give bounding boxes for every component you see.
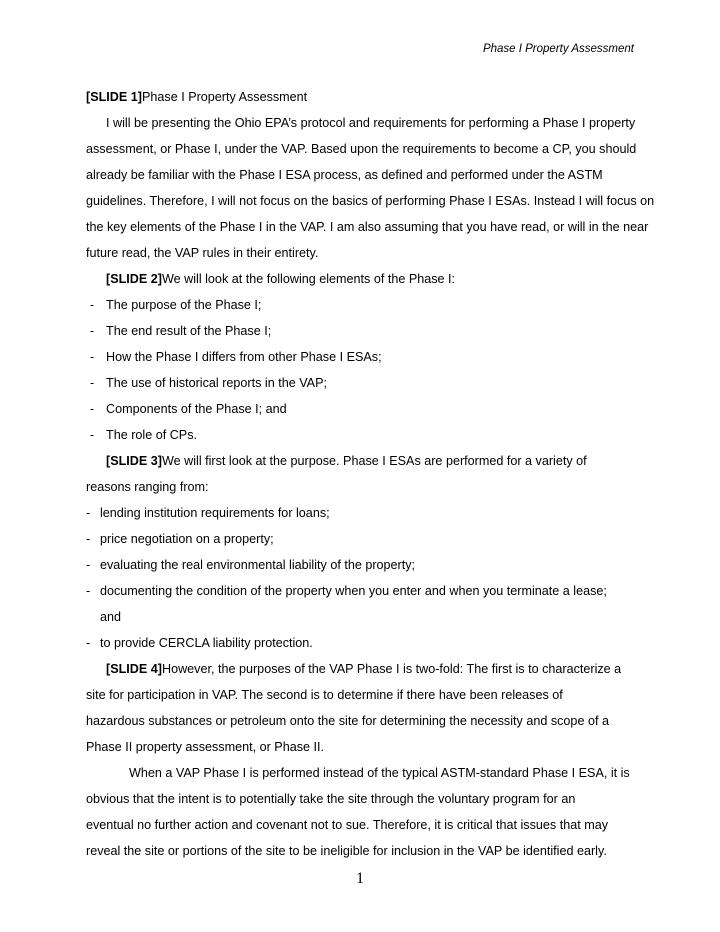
slide4-text: However, the purposes of the VAP Phase I is two-fold: The first is to characterize a	[161, 662, 622, 676]
list-item: - Components of the Phase I; and	[90, 402, 287, 416]
slide1-title: Phase I Property Assessment	[141, 90, 308, 104]
list-item-text: evaluating the real environmental liability of the property;	[100, 558, 416, 572]
list-item-text: Components of the Phase I; and	[106, 402, 287, 416]
list-item: - How the Phase I differs from other Phase I ESAs;	[90, 350, 382, 364]
para1-line: assessment, or Phase I, under the VAP. Based upon the requirements to become a CP, you should	[86, 142, 637, 156]
slide2-tag: [SLIDE 2]	[106, 272, 162, 286]
slide4-line	[86, 656, 646, 682]
list-item: - The use of historical reports in the VAP;	[90, 376, 327, 390]
list-item: - price negotiation on a property;	[86, 532, 274, 546]
list-item: - lending institution requirements for loans;	[86, 506, 330, 520]
list-item-text: The end result of the Phase I;	[106, 324, 272, 338]
para1-line: I will be presenting the Ohio EPA’s protocol and requirements for performing a Phase I property	[106, 116, 636, 130]
list-item-text: price negotiation on a property;	[100, 532, 274, 546]
slide3-text: We will first look at the purpose. Phase I ESAs are performed for a variety of	[161, 454, 587, 468]
para4-line: hazardous substances or petroleum onto the site for determining the necessity and scope of a	[86, 714, 609, 728]
slide3-line	[86, 448, 646, 474]
slide4-tag: [SLIDE 4]	[106, 662, 162, 676]
list-item-text: How the Phase I differs from other Phase I ESAs;	[106, 350, 382, 364]
para5-line: eventual no further action and covenant not to sue. Therefore, it is critical that issues that may	[86, 818, 608, 832]
list-item-continuation: and	[100, 610, 122, 624]
para5-line: When a VAP Phase I is performed instead of the typical ASTM-standard Phase I ESA, it is	[129, 766, 630, 780]
slide2-intro-text: We will look at the following elements of the Phase I:	[161, 272, 456, 286]
list-item-text: documenting the condition of the property when you enter and when you terminate a lease;	[100, 584, 607, 598]
list-item: - The purpose of the Phase I;	[90, 298, 262, 312]
list-item: - The role of CPs.	[90, 428, 197, 442]
page-number: 1	[356, 870, 364, 887]
para5-line: reveal the site or portions of the site to be ineligible for inclusion in the VAP be identified early.	[86, 844, 607, 858]
para1-line: guidelines. Therefore, I will not focus on the basics of performing Phase I ESAs. Instead I will focus on	[86, 194, 655, 208]
para1-line: the key elements of the Phase I in the VAP. I am also assuming that you have read, or will in the near	[86, 220, 649, 234]
list-item: - evaluating the real environmental liability of the property;	[86, 558, 416, 572]
list-item-text: to provide CERCLA liability protection.	[100, 636, 313, 650]
list-item-text: The purpose of the Phase I;	[106, 298, 262, 312]
slide3-line: reasons ranging from:	[86, 480, 209, 494]
para1-line: already be familiar with the Phase I ESA process, as defined and performed under the ASTM	[86, 168, 603, 182]
para4-line: Phase II property assessment, or Phase II.	[86, 740, 324, 754]
list-item-text: The use of historical reports in the VAP;	[106, 376, 327, 390]
list-item-text: The role of CPs.	[106, 428, 197, 442]
document-body	[86, 84, 655, 864]
para4-line: site for participation in VAP. The second is to determine if there have been releases of	[86, 688, 563, 702]
list-item: - documenting the condition of the property when you enter and when you terminate a lease;	[86, 584, 607, 598]
list-item: - The end result of the Phase I;	[90, 324, 272, 338]
slide3-tag: [SLIDE 3]	[106, 454, 162, 468]
list-item: - to provide CERCLA liability protection.	[86, 636, 313, 650]
list-item-text: lending institution requirements for loans;	[100, 506, 330, 520]
slide2-intro	[86, 266, 646, 292]
para1-line: future read, the VAP rules in their entirety.	[86, 246, 319, 260]
para5-line: obvious that the intent is to potentially take the site through the voluntary program for an	[86, 792, 576, 806]
slide1-tag: [SLIDE 1]	[86, 90, 142, 104]
slide1-heading	[86, 84, 646, 110]
running-header: Phase I Property Assessment	[482, 43, 634, 55]
